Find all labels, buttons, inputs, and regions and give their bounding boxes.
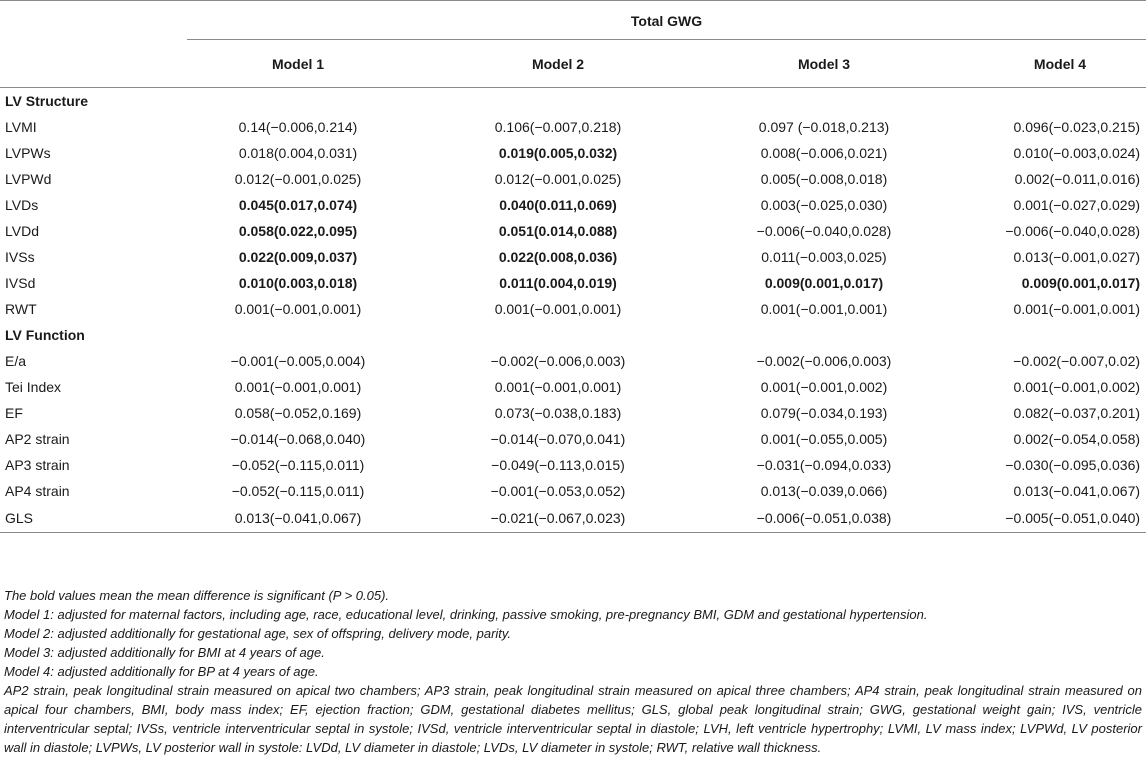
value-cell-model-2: 0.022(0.008,0.036) [498,249,618,265]
value-cell-model-3: 0.001(−0.001,0.001) [760,301,888,317]
model-4-note: Model 4: adjusted additionally for BP at 4 years of age. [4,664,319,679]
value-cell-model-1: 0.018(0.004,0.031) [238,145,358,161]
value-cell-model-4: −0.006(−0.040,0.028) [1005,223,1141,239]
table-row [0,374,1146,400]
empty-header-cell [0,1,187,40]
model-2-header: Model 2 [409,40,707,88]
table-row [0,270,1146,296]
table-row [0,348,1146,374]
value-cell-model-1: 0.14(−0.006,0.214) [238,119,358,135]
row-label: LVMI [5,119,37,135]
value-cell-model-1: 0.001(−0.001,0.001) [234,379,362,395]
value-cell-model-1: 0.012(−0.001,0.025) [234,171,362,187]
value-cell-model-1: 0.058(−0.052,0.169) [234,405,362,421]
row-label: LVPWd [5,171,52,187]
value-cell-model-1: 0.010(0.003,0.018) [238,275,358,291]
value-cell-model-3: −0.031(−0.094,0.033) [756,457,892,473]
row-label: GLS [0,504,187,533]
section-title: LV Function [5,327,85,343]
value-cell-model-1: −0.014(−0.068,0.040) [230,431,366,447]
value-cell-model-4: 0.013(−0.001,0.027) [1013,249,1141,265]
value-cell-model-1: −0.052(−0.115,0.011) [231,483,365,499]
value-cell-model-4: 0.001(−0.027,0.029) [1013,197,1141,213]
model-3-header: Model 3 [707,40,941,88]
value-cell-model-2: 0.001(−0.001,0.001) [494,301,622,317]
value-cell-model-2: 0.051(0.014,0.088) [498,223,618,239]
value-cell-model-2: 0.040(0.011,0.069) [499,197,617,213]
value-cell-model-1: −0.052(−0.115,0.011) [231,457,365,473]
empty-header-cell [0,40,187,88]
value-cell-model-2: −0.049(−0.113,0.015) [491,457,625,473]
table-row [0,504,1146,533]
value-cell-model-2: 0.019(0.005,0.032) [498,145,618,161]
value-cell-model-4: 0.010(−0.003,0.024) [1013,145,1141,161]
value-cell-model-4: 0.002(−0.054,0.058) [1013,431,1141,447]
table-body [0,88,1146,533]
model-1-note: Model 1: adjusted for maternal factors, including age, race, educational level, drinking, passive smoking, pre-pregnancy BMI, GDM and gestational hypertension. [4,607,928,622]
value-cell-model-4: 0.013(−0.041,0.067) [1013,483,1141,499]
value-cell-model-3: −0.006(−0.051,0.038) [707,504,941,533]
value-cell-model-3: 0.008(−0.006,0.021) [760,145,888,161]
value-cell-model-2: 0.001(−0.001,0.001) [494,379,622,395]
row-label: IVSs [5,249,35,265]
value-cell-model-4: 0.002(−0.011,0.016) [1014,171,1141,187]
value-cell-model-2: −0.021(−0.067,0.023) [409,504,707,533]
abbreviations-note: AP2 strain, peak longitudinal strain measured on apical two chambers; AP3 strain, peak longitudinal strain measured on apical three chambers; AP4 strain, peak longitudinal strain measured on apical four chambers, BMI, body mass index; EF, ejection fraction; GDM, gestational diabetes mellitus; GLS, global peak longitudinal strain; GWG, gestational weight gain; IVS, ventricle interventricular septal; IVSs, ventricle interventricular septal in systole; IVSd, ventricle interventricular septal in diastole; LVH, left ventricle hypertrophy; LVMI, LV mass index; LVPWd, LV posterior wall in diastole; LVPWs, LV posterior wall in systole: LVDd, LV diameter in diastole; LVDs, LV diameter in systole; RWT, relative wall thickness. [4,683,1142,755]
value-cell-model-3: 0.001(−0.001,0.002) [760,379,888,395]
row-label: AP3 strain [5,457,70,473]
value-cell-model-3: −0.006(−0.040,0.028) [756,223,892,239]
table-row [0,244,1146,270]
value-cell-model-3: 0.005(−0.008,0.018) [760,171,888,187]
value-cell-model-1: −0.001(−0.005,0.004) [230,353,366,369]
table-row [0,140,1146,166]
table-row [0,426,1146,452]
table-row [0,478,1146,504]
table-footnotes [4,586,1142,757]
value-cell-model-2: −0.014(−0.070,0.041) [490,431,626,447]
value-cell-model-3: 0.003(−0.025,0.030) [760,197,888,213]
row-label: IVSd [5,275,36,291]
value-cell-model-4: 0.096(−0.023,0.215) [1013,119,1141,135]
value-cell-model-3: 0.079(−0.034,0.193) [760,405,888,421]
row-label: LVPWs [5,145,51,161]
row-label: AP2 strain [5,431,70,447]
value-cell-model-4: 0.001(−0.001,0.002) [1013,379,1141,395]
model-4-header: Model 4 [941,40,1146,88]
value-cell-model-1: 0.058(0.022,0.095) [238,223,358,239]
section-header-row [0,88,1146,115]
table-row [0,452,1146,478]
value-cell-model-2: 0.011(0.004,0.019) [499,275,617,291]
value-cell-model-4: −0.030(−0.095,0.036) [1005,457,1141,473]
model-2-note: Model 2: adjusted additionally for gestational age, sex of offspring, delivery mode, parity. [4,626,512,641]
value-cell-model-1: 0.013(−0.041,0.067) [187,504,409,533]
value-cell-model-2: 0.106(−0.007,0.218) [494,119,622,135]
value-cell-model-4: 0.082(−0.037,0.201) [1013,405,1141,421]
group-header-row [0,1,1146,40]
row-label: LVDd [5,223,39,239]
value-cell-model-3: −0.002(−0.006,0.003) [756,353,892,369]
value-cell-model-3: 0.009(0.001,0.017) [764,275,884,291]
value-cell-model-3: 0.011(−0.003,0.025) [761,249,887,265]
table-row [0,296,1146,322]
value-cell-model-3: 0.001(−0.055,0.005) [760,431,888,447]
row-label: AP4 strain [5,483,70,499]
value-cell-model-2: 0.073(−0.038,0.183) [494,405,622,421]
value-cell-model-4: 0.009(0.001,0.017) [1021,275,1141,291]
value-cell-model-2: −0.002(−0.006,0.003) [490,353,626,369]
section-title: LV Structure [5,93,88,109]
row-label: RWT [5,301,37,317]
model-3-note: Model 3: adjusted additionally for BMI at 4 years of age. [4,645,325,660]
table-row [0,114,1146,140]
value-cell-model-4: 0.001(−0.001,0.001) [1013,301,1141,317]
value-cell-model-3: 0.097 (−0.018,0.213) [758,119,890,135]
model-header-row [0,40,1146,88]
table-row [0,192,1146,218]
value-cell-model-1: 0.022(0.009,0.037) [238,249,358,265]
value-cell-model-1: 0.045(0.017,0.074) [238,197,358,213]
row-label: Tei Index [5,379,62,395]
model-1-header: Model 1 [187,40,409,88]
value-cell-model-4: −0.002(−0.007,0.02) [1013,353,1141,369]
table-row [0,218,1146,244]
significance-note: The bold values mean the mean difference is significant (P > 0.05). [4,588,390,603]
value-cell-model-2: −0.001(−0.053,0.052) [490,483,626,499]
row-label: EF [5,405,23,421]
row-label: LVDs [5,197,39,213]
value-cell-model-1: 0.001(−0.001,0.001) [234,301,362,317]
value-cell-model-2: 0.012(−0.001,0.025) [494,171,622,187]
row-label: E/a [5,353,27,369]
value-cell-model-4: −0.005(−0.051,0.040) [941,504,1146,533]
table-row [0,166,1146,192]
value-cell-model-3: 0.013(−0.039,0.066) [760,483,888,499]
section-header-row [0,322,1146,348]
group-header: Total GWG [187,1,1146,40]
table-row [0,400,1146,426]
